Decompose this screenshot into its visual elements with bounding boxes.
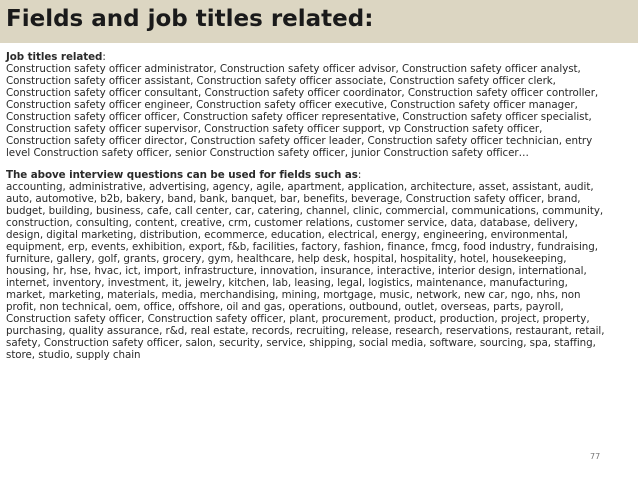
fields-heading: [6, 169, 634, 181]
job-titles-line: Construction safety officer assistant, Construction safety officer associate, Construction safety officer clerk,: [6, 75, 556, 87]
fields-line: budget, building, business, cafe, call center, car, catering, channel, clinic, commercial, communications, community,: [6, 205, 604, 217]
fields-line: market, marketing, materials, media, merchandising, mining, mortgage, music, network, new car, ngo, nhs, non: [6, 289, 581, 301]
job-titles-heading: [6, 51, 634, 63]
fields-line: profit, non technical, oem, office, offshore, oil and gas, operations, outbound, outlet, overseas, parts, payroll,: [6, 301, 564, 313]
title-bar: [0, 0, 638, 43]
fields-line: auto, automotive, b2b, bakery, band, bank, banquet, bar, benefits, beverage, Construction safety officer, brand,: [6, 193, 581, 205]
slide-title: Fields and job titles related:: [6, 6, 374, 32]
slide-content: [6, 51, 634, 361]
page-number: 77: [590, 452, 601, 461]
job-titles-line: level Construction safety officer, senior Construction safety officer, junior Construction safety officer…: [6, 147, 529, 159]
fields-label: The above interview questions can be used for fields such as: [6, 169, 358, 181]
job-titles-line: Construction safety officer consultant, Construction safety officer coordinator, Construction safety officer controller,: [6, 87, 599, 99]
fields-line: housing, hr, hse, hvac, ict, import, infrastructure, innovation, insurance, interactive, interior design, international,: [6, 265, 587, 277]
fields-line: internet, inventory, investment, it, jewelry, kitchen, lab, leasing, legal, logistics, maintenance, manufacturing,: [6, 277, 568, 289]
job-titles-list: [6, 63, 634, 159]
job-titles-line: Construction safety officer director, Construction safety officer leader, Construction safety officer technician, entry: [6, 135, 593, 147]
section-spacer: [6, 159, 634, 169]
fields-line: construction, consulting, content, creative, crm, customer relations, customer service, data, database, delivery,: [6, 217, 578, 229]
fields-line: store, studio, supply chain: [6, 349, 141, 361]
job-titles-line: Construction safety officer supervisor, Construction safety officer support, vp Construction safety officer,: [6, 123, 543, 135]
fields-line: equipment, erp, events, exhibition, export, f&b, facilities, factory, fashion, finance, fmcg, food industry, fundraising,: [6, 241, 598, 253]
fields-line: furniture, gallery, golf, grants, grocery, gym, healthcare, help desk, hospital, hospitality, hotel, housekeeping,: [6, 253, 567, 265]
fields-line: design, digital marketing, distribution, ecommerce, education, electrical, energy, engineering, environmental,: [6, 229, 568, 241]
fields-line: Construction safety officer, Construction safety officer, plant, procurement, product, production, project, property,: [6, 313, 590, 325]
fields-colon: :: [357, 169, 362, 181]
job-titles-line: Construction safety officer officer, Construction safety officer representative, Construction safety officer specialist,: [6, 111, 592, 123]
job-titles-line: Construction safety officer engineer, Construction safety officer executive, Construction safety officer manager,: [6, 99, 578, 111]
job-titles-colon: :: [102, 51, 106, 63]
job-titles-label: Job titles related: [6, 51, 103, 63]
job-titles-line: Construction safety officer administrator, Construction safety officer advisor, Construction safety officer analyst,: [6, 63, 581, 75]
fields-line: accounting, administrative, advertising, agency, agile, apartment, application, architecture, asset, assistant, audit,: [6, 181, 594, 193]
fields-list: [6, 181, 634, 361]
fields-line: purchasing, quality assurance, r&d, real estate, records, recruiting, release, research, reservations, restaurant, retail,: [6, 325, 605, 337]
fields-line: safety, Construction safety officer, salon, security, service, shipping, social media, software, sourcing, spa, staffing,: [6, 337, 596, 349]
